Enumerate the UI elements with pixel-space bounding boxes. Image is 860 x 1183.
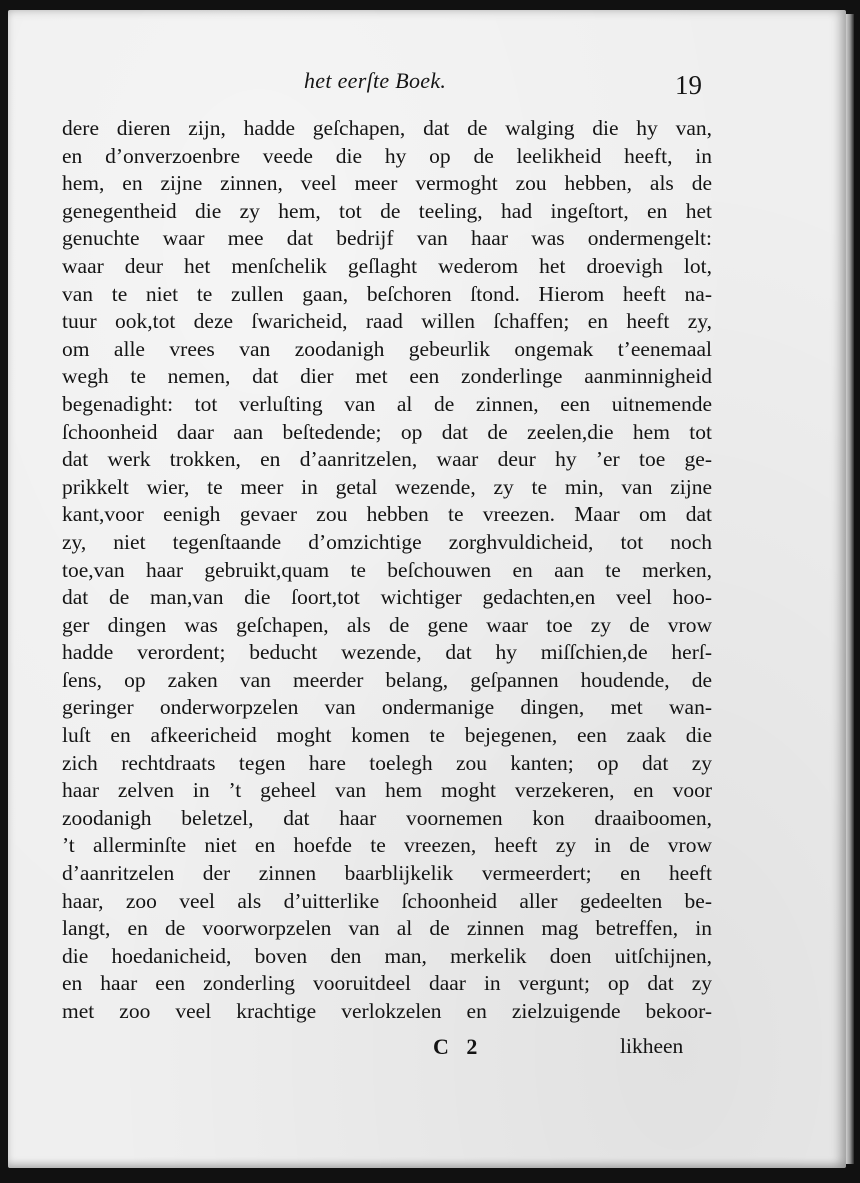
signature-mark: C 2 [433,1034,484,1059]
text-line: die hoedanicheid, boven den man, merkelik doen uitſchijnen, [62,943,712,968]
page-footer [8,1030,846,1066]
text-line: tuur ook,tot deze ſwaricheid, raad willen ſchaffen; en heeft zy, [62,309,712,334]
text-line: genegentheid die zy hem, tot de teeling, had ingeſtort, en het [62,198,712,223]
text-line: dere dieren zijn, hadde geſchapen, dat de walging die hy van, [62,116,712,140]
text-line: dat werk trokken, en d’aanritzelen, waar deur hy ’er toe ge- [62,447,712,472]
text-line: en haar een zonderling vooruitdeel daar in vergunt; op dat zy [62,971,712,996]
book-page [8,10,846,1168]
text-line: hem, en zijne zinnen, veel meer vermoght zou hebben, als de [62,171,712,196]
text-line: prikkelt wier, te meer in getal wezende, zy te min, van zijne [62,474,712,499]
text-line: begenadight: tot verluſting van al de zinnen, een uitnemende [62,391,712,416]
text-line: zy, niet tegenſtaande d’omzichtige zorghvuldicheid, tot noch [62,529,712,554]
text-line: ’t allerminſte niet en hoefde te vreezen, heeft zy in de vrow [62,833,712,858]
text-line: ſens, op zaken van meerder belang, geſpannen houdende, de [62,667,712,692]
running-title: het eerſte Boek. [304,68,447,93]
text-line: genuchte waar mee dat bedrijf van haar was ondermengelt: [62,226,712,251]
text-line: wegh te nemen, dat dier met een zonderlinge aanminnigheid [62,364,712,389]
text-line: zich rechtdraats tegen hare toelegh zou kanten; op dat zy [62,750,712,775]
text-line: waar deur het menſchelik geſlaght wederom het droevigh lot, [62,253,712,278]
text-line: ſchoonheid daar aan beſtedende; op dat de zeelen,die hem tot [62,419,712,444]
text-line: haar, zoo veel als d’uitterlike ſchoonheid aller gedeelten be- [62,888,712,913]
text-line: zoodanigh beletzel, dat haar voornemen kon draaiboomen, [62,805,712,830]
running-head [8,68,846,104]
text-line: om alle vrees van zoodanigh gebeurlik ongemak t’eenemaal [62,336,712,361]
text-line: langt, en de voorworpzelen van al de zinnen mag betreffen, in [62,916,712,941]
text-line: luſt en afkeericheid moght komen te bejegenen, een zaak die [62,723,712,748]
text-line: kant,voor eenigh gevaer zou hebben te vreezen. Maar om dat [62,502,712,527]
text-line: haar zelven in ’t geheel van hem moght verzekeren, en voor [62,778,712,803]
text-line: en d’onverzoenbre veede die hy op de leelikheid heeft, in [62,143,712,168]
page-edge-shadow [846,14,854,1164]
page-number: 19 [675,70,702,100]
catchword: likheen [620,1034,684,1058]
text-line: hadde verordent; beducht wezende, dat hy miſſchien,de herſ- [62,640,712,665]
text-line: ger dingen was geſchapen, als de gene waar toe zy de vrow [62,612,712,637]
text-line: met zoo veel krachtige verlokzelen en zielzuigende bekoor- [62,999,712,1023]
text-line: van te niet te zullen gaan, beſchoren ſtond. Hierom heeft na- [62,281,712,306]
text-line: geringer onderworpzelen van ondermanige dingen, met wan- [62,695,712,720]
text-line: d’aanritzelen der zinnen baarblijkelik vermeerdert; en heeft [62,861,712,886]
text-line: dat de man,van die ſoort,tot wichtiger gedachten,en veel hoo- [62,585,712,610]
body-text [62,115,712,1026]
text-line: toe,van haar gebruikt,quam te beſchouwen en aan te merken, [62,557,712,582]
